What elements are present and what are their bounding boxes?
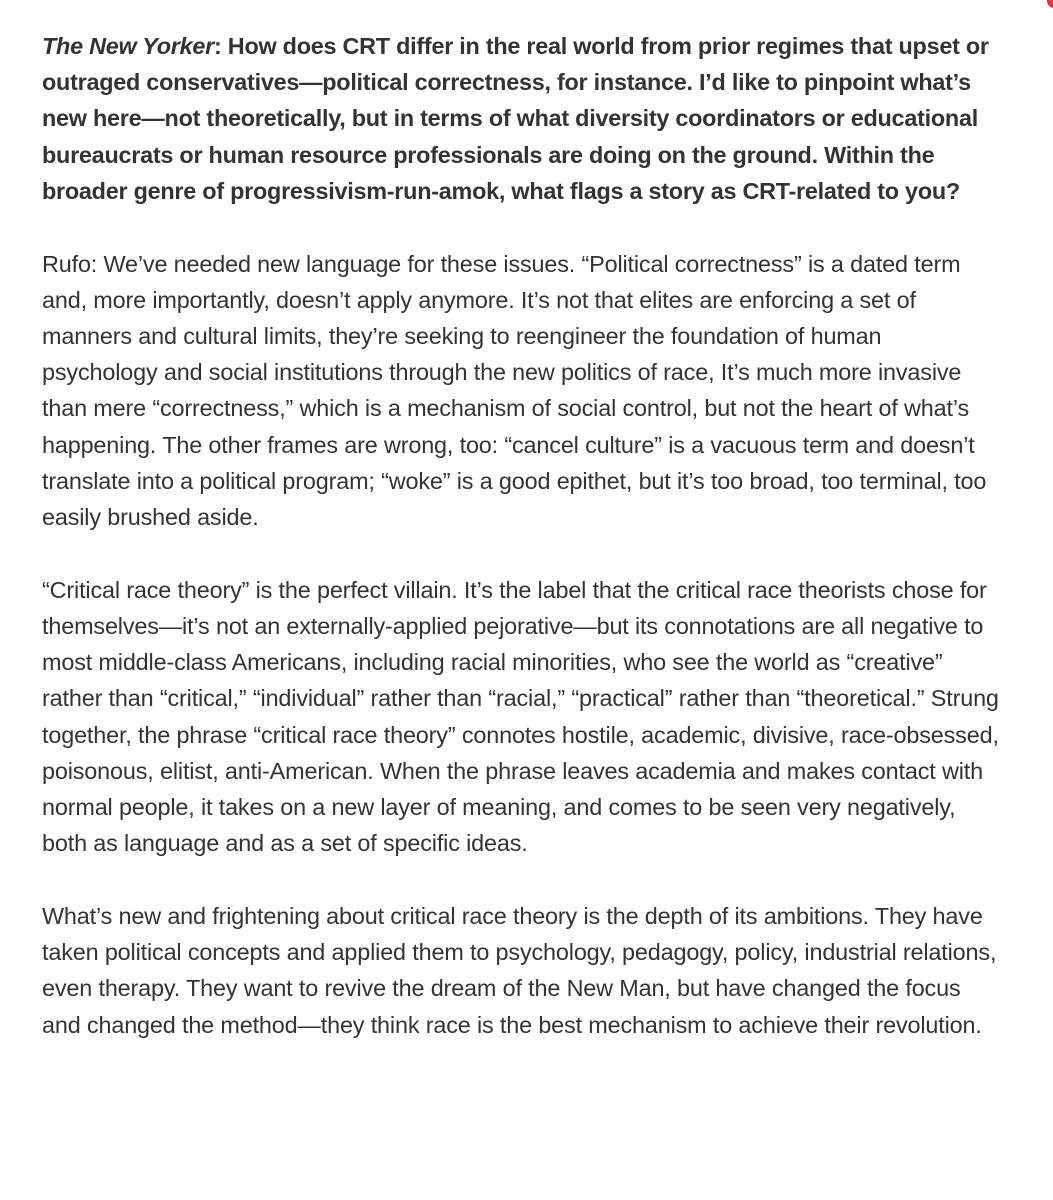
question-separator: : bbox=[214, 33, 228, 59]
answer-paragraph-1: Rufo: We’ve needed new language for these issues. “Political correctness” is a dated term and, more importantly, doesn’t apply anymore. It’s not that elites are enforcing a set of manners and cultural limits, they’re seeking to reengineer the foundation of human psychology and social institutions through the new politics of race, It’s much more invasive than mere “correctness,” which is a mechanism of social control, but not the heart of what’s happening. The other frames are wrong, too: “cancel culture” is a vacuous term and doesn’t translate into a political program; “woke” is a good epithet, but it’s too broad, too terminal, too easily brushed aside. bbox=[42, 250, 987, 531]
answer-paragraph-3: What’s new and frightening about critical race theory is the depth of its ambitions. They have taken political concepts and applied them to psychology, pedagogy, policy, industrial relations, even therapy. They want to revive the dream of the New Man, but have changed the focus and changed the method—they think race is the best mechanism to achieve their revolution. bbox=[42, 903, 997, 1038]
publication-name: The New Yorker bbox=[42, 33, 214, 59]
interview-question bbox=[42, 28, 1002, 209]
corner-indicator bbox=[1047, 0, 1053, 8]
article-body bbox=[42, 28, 1002, 1079]
question-text: How does CRT differ in the real world from prior regimes that upset or outraged conservatives—political correctness, for instance. I’d like to pinpoint what’s new here—not theoretically, but in terms of what diversity coordinators or educational bureaucrats or human resource professionals are doing on the ground. Within the broader genre of progressivism-run-amok, what flags a story as CRT-related to you? bbox=[42, 33, 989, 204]
answer-paragraph-2: “Critical race theory” is the perfect villain. It’s the label that the critical race theorists chose for themselves—it’s not an externally-applied pejorative—but its connotations are all negative to most middle-class Americans, including racial minorities, who see the world as “creative” rather than “critical,” “individual” rather than “racial,” “practical” rather than “theoretical.” Strung together, the phrase “critical race theory” connotes hostile, academic, divisive, race-obsessed, poisonous, elitist, anti-American. When the phrase leaves academia and makes contact with normal people, it takes on a new layer of meaning, and comes to be seen very negatively, both as language and as a set of specific ideas. bbox=[42, 576, 999, 857]
